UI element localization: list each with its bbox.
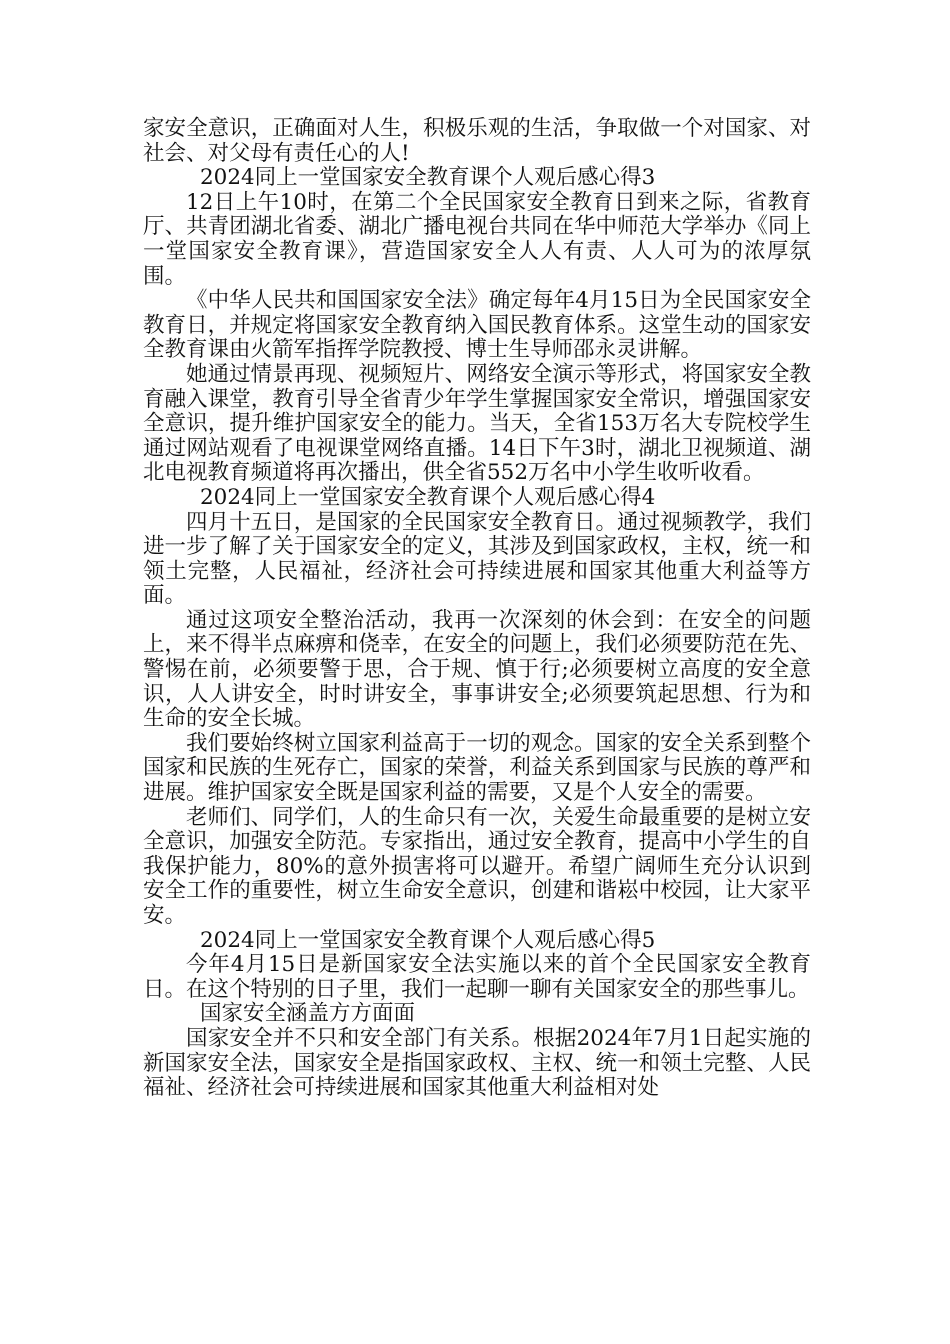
paragraph: 《中华人民共和国国家安全法》确定每年4月15日为全民国家安全教育日，并规定将国家安全教育纳入国民教育体系。这堂生动的国家安全教育课由火箭军指挥学院教授、博士生导师邵永灵讲解。 bbox=[143, 288, 811, 363]
paragraph: 今年4月15日是新国家安全法实施以来的首个全民国家安全教育日。在这个特别的日子里，我们一起聊一聊有关国家安全的那些事儿。 bbox=[143, 952, 811, 1002]
subheading: 国家安全涵盖方方面面 bbox=[199, 1001, 415, 1027]
paragraph: 国家安全并不只和安全部门有关系。根据2024年7月1日起实施的新国家安全法，国家安全是指国家政权、主权、统一和领土完整、人民福祉、经济社会可持续进展和国家其他重大利益相对处 bbox=[143, 1025, 811, 1101]
paragraph: 四月十五日，是国家的全民国家安全教育日。通过视频教学，我们进一步了解了关于国家安全的定义，其涉及到国家政权，主权，统一和领土完整，人民福祉，经济社会可持续进展和国家其他重大利益等方面。 bbox=[143, 509, 811, 609]
paragraph: 通过这项安全整治活动，我再一次深刻的休会到：在安全的问题上，来不得半点麻痹和侥幸，在安全的问题上，我们必须要防范在先、警惕在前，必须要警于思，合于规、慎于行;必须要树立高度的安全意识，人人讲安全，时时讲安全，事事讲安全;必须要筑起思想、行为和生命的安全长城。 bbox=[143, 607, 811, 732]
paragraph: 12日上午10时，在第二个全民国家安全教育日到来之际，省教育厅、共青团湖北省委、湖北广播电视台共同在华中师范大学举办《同上一堂国家安全教育课》，营造国家安全人人有责、人人可为的浓厚氛围。 bbox=[143, 189, 811, 289]
paragraph: 我们要始终树立国家利益高于一切的观念。国家的安全关系到整个国家和民族的生死存亡，国家的荣誉，利益关系到国家与民族的尊严和进展。维护国家安全既是国家利益的需要，又是个人安全的需要。 bbox=[143, 730, 811, 806]
section-heading-4: 2024同上一堂国家安全教育课个人观后感心得4 bbox=[199, 484, 656, 510]
paragraph-continuation: 家安全意识，正确面对人生，积极乐观的生活，争取做一个对国家、对社会、对父母有责任心的人! bbox=[143, 116, 811, 166]
document-page bbox=[143, 117, 811, 1101]
paragraph: 她通过情景再现、视频短片、网络安全演示等形式，将国家安全教育融入课堂，教育引导全省青少年学生掌握国家安全常识，增强国家安全意识，提升维护国家安全的能力。当天，全省153万名大专院校学生通过网站观看了电视课堂网络直播。14日下午3时，湖北卫视频道、湖北电视教育频道将再次播出，供全省552万名中小学生收听收看。 bbox=[143, 361, 811, 486]
section-heading-5: 2024同上一堂国家安全教育课个人观后感心得5 bbox=[199, 927, 656, 953]
paragraph: 老师们、同学们，人的生命只有一次，关爱生命最重要的是树立安全意识，加强安全防范。专家指出，通过安全教育，提高中小学生的自我保护能力，80%的意外损害将可以避开。希望广阔师生充分认识到安全工作的重要性，树立生命安全意识，创建和谐崧中校园，让大家平安。 bbox=[143, 804, 811, 928]
section-heading-3: 2024同上一堂国家安全教育课个人观后感心得3 bbox=[199, 165, 656, 191]
